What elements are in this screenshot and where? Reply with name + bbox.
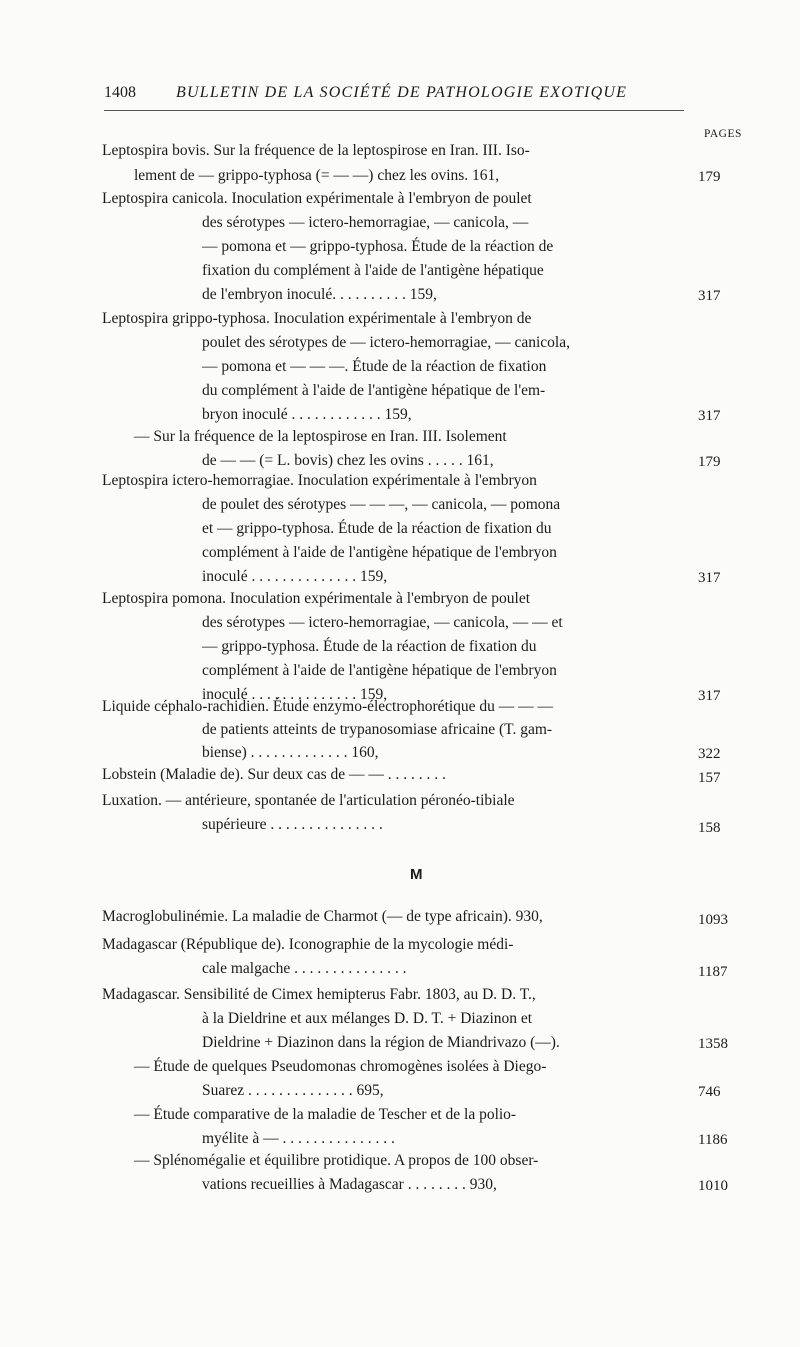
entry-line: des sérotypes — ictero-hemorragiae, — canicola, — — et xyxy=(202,614,563,631)
entry-line: Leptospira grippo-typhosa. Inoculation expérimentale à l'embryon de xyxy=(102,310,532,327)
entry-page: 1010 xyxy=(698,1178,728,1194)
entry-line: Leptospira bovis. Sur la fréquence de la leptospirose en Iran. III. Iso- xyxy=(102,142,530,159)
entry-line: inoculé . . . . . . . . . . . . . . 159, xyxy=(202,686,388,703)
entry-line: — Étude de quelques Pseudomonas chromogènes isolées à Diego- xyxy=(134,1058,547,1075)
entry-line: myélite à — . . . . . . . . . . . . . . . xyxy=(202,1130,395,1147)
entry-line: de l'embryon inoculé. . . . . . . . . . 159, xyxy=(202,286,437,303)
entry-page: 1358 xyxy=(698,1036,728,1052)
entry-line: du complément à l'aide de l'antigène hépatique de l'em- xyxy=(202,382,546,399)
entry-line: Luxation. — antérieure, spontanée de l'articulation péronéo-tibiale xyxy=(102,792,515,809)
entry-line: et — grippo-typhosa. Étude de la réaction de fixation du xyxy=(202,520,552,537)
entry-page: 1186 xyxy=(698,1132,728,1148)
entry-line: Suarez . . . . . . . . . . . . . . 695, xyxy=(202,1082,384,1099)
entry-line: vations recueillies à Madagascar . . . . . . . . 930, xyxy=(202,1176,497,1193)
entry-page: 157 xyxy=(698,770,721,786)
section-letter: M xyxy=(410,866,423,883)
entry-page: 158 xyxy=(698,820,721,836)
entry-line: lement de — grippo-typhosa (= — —) chez les ovins. 161, xyxy=(134,167,500,184)
entry-line: poulet des sérotypes de — ictero-hemorragiae, — canicola, xyxy=(202,334,570,351)
entry-line: de poulet des sérotypes — — —, — canicola, — pomona xyxy=(202,496,561,513)
header-rule xyxy=(104,110,684,111)
entry-line: Leptospira canicola. Inoculation expérimentale à l'embryon de poulet xyxy=(102,190,532,207)
journal-title: BULLETIN DE LA SOCIÉTÉ DE PATHOLOGIE EXOTIQUE xyxy=(176,84,628,101)
entry-line: — pomona et — — —. Étude de la réaction de fixation xyxy=(202,358,547,375)
entry-page: 179 xyxy=(698,169,721,185)
entry-line: de patients atteints de trypanosomiase africaine (T. gam- xyxy=(202,721,553,738)
entry-page: 746 xyxy=(698,1084,721,1100)
entry-line: — Étude comparative de la maladie de Tescher et de la polio- xyxy=(134,1106,517,1123)
entry-line: des sérotypes — ictero-hemorragiae, — canicola, — xyxy=(202,214,529,231)
entry-line: inoculé . . . . . . . . . . . . . . 159, xyxy=(202,568,388,585)
page-number: 1408 xyxy=(104,84,136,101)
entry-line: — Splénomégalie et équilibre protidique. A propos de 100 obser- xyxy=(134,1152,539,1169)
entry-page: 322 xyxy=(698,746,721,762)
entry-page: 317 xyxy=(698,570,721,586)
entry-line: — Sur la fréquence de la leptospirose en Iran. III. Isolement xyxy=(134,428,507,445)
entry-line: — grippo-typhosa. Étude de la réaction de fixation du xyxy=(202,638,537,655)
entry-line: complément à l'aide de l'antigène hépatique de l'embryon xyxy=(202,544,557,561)
entry-line: Leptospira pomona. Inoculation expérimentale à l'embryon de poulet xyxy=(102,590,531,607)
entry-line: Madagascar (République de). Iconographie de la mycologie médi- xyxy=(102,936,514,953)
entry-line: bryon inoculé . . . . . . . . . . . . 159, xyxy=(202,406,412,423)
entry-line: Liquide céphalo-rachidien. Étude enzymo-électrophorétique du — — — xyxy=(102,698,554,715)
pages-column-label: PAGES xyxy=(704,128,742,140)
entry-line: à la Dieldrine et aux mélanges D. D. T. + Diazinon et xyxy=(202,1010,533,1027)
entry-line: Leptospira ictero-hemorragiae. Inoculation expérimentale à l'embryon xyxy=(102,472,537,489)
entry-page: 179 xyxy=(698,454,721,470)
entry-line: de — — (= L. bovis) chez les ovins . . . . . 161, xyxy=(202,452,494,469)
entry-line: Macroglobulinémie. La maladie de Charmot (— de type africain). 930, xyxy=(102,908,543,925)
entry-line: Dieldrine + Diazinon dans la région de Miandrivazo (—). xyxy=(202,1034,560,1051)
entry-page: 317 xyxy=(698,408,721,424)
entry-line: biense) . . . . . . . . . . . . . 160, xyxy=(202,744,379,761)
entry-line: fixation du complément à l'aide de l'antigène hépatique xyxy=(202,262,544,279)
entry-page: 1093 xyxy=(698,912,728,928)
entry-line: cale malgache . . . . . . . . . . . . . . . xyxy=(202,960,407,977)
entry-line: Lobstein (Maladie de). Sur deux cas de — — . . . . . . . . xyxy=(102,766,446,783)
entry-page: 1187 xyxy=(698,964,728,980)
entry-line: supérieure . . . . . . . . . . . . . . . xyxy=(202,816,383,833)
entry-line: — pomona et — grippo-typhosa. Étude de la réaction de xyxy=(202,238,554,255)
entry-line: complément à l'aide de l'antigène hépatique de l'embryon xyxy=(202,662,557,679)
entry-page: 317 xyxy=(698,688,721,704)
running-header xyxy=(104,84,684,114)
entry-line: Madagascar. Sensibilité de Cimex hemipterus Fabr. 1803, au D. D. T., xyxy=(102,986,536,1003)
entry-page: 317 xyxy=(698,288,721,304)
